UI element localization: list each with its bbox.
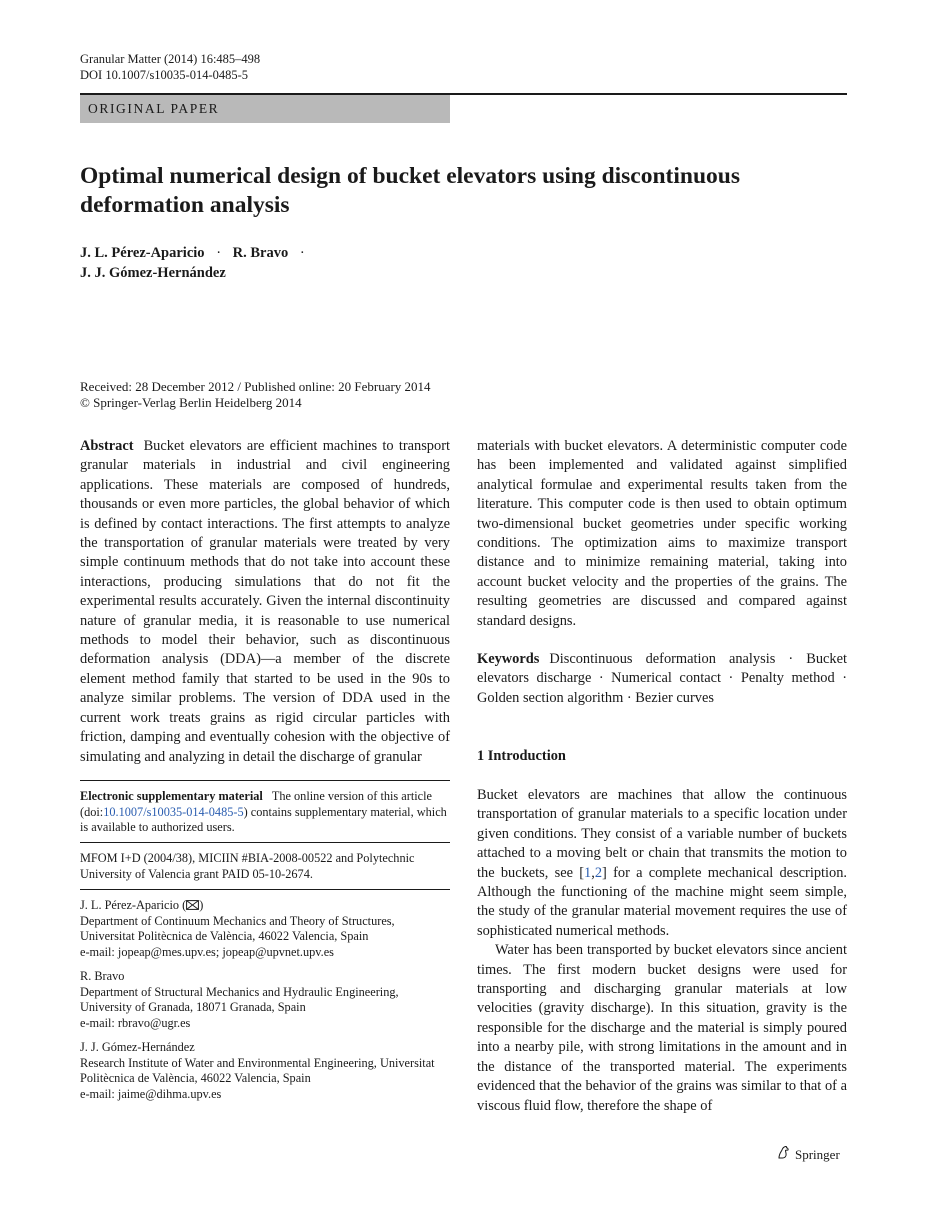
funding-footnote: MFOM I+D (2004/38), MICIIN #BIA-2008-00522 and Polytechnic University of Valencia grant PAID 05-10-2674.: [80, 851, 415, 881]
keywords-text: Discontinuous deformation analysis · Bucket elevators discharge · Numerical contact · Penalty method · Golden section algorithm · Bezier curves: [477, 651, 847, 706]
author-list: [80, 244, 313, 283]
author-name[interactable]: R. Bravo: [232, 245, 289, 261]
keywords-heading: Keywords: [477, 651, 540, 667]
abstract-column-1: [80, 437, 450, 767]
publisher-name: Springer: [795, 1147, 840, 1162]
publication-dates: [80, 379, 431, 410]
introduction-text: [477, 786, 847, 1116]
affiliation-dept: Research Institute of Water and Environmental Engineering, Universitat Politècnica de València, 46022 Valencia, Spain: [80, 1055, 435, 1085]
footnote-rule: [80, 889, 450, 890]
affiliation-name: J. J. Gómez-Hernández: [80, 1040, 195, 1054]
journal-header: [80, 51, 260, 83]
abstract-column-2: materials with bucket elevators. A deterministic computer code has been implemented and validated against simplified analytical formulae and experimental results taken from the literature. This computer code is then used to obtain optimum two-dimensional bucket geometries under specific working conditions. The optimization aims to maximize transport distance and to minimize remaining material, taking into account bucket velocity and the properties of the grains. The resulting geometries are discussed and compared against standard designs.: [477, 438, 847, 629]
affiliation-email[interactable]: e-mail: rbravo@ugr.es: [80, 1015, 191, 1030]
journal-citation: Granular Matter (2014) 16:485–498: [80, 52, 261, 66]
intro-paragraph-1: Bucket elevators are machines that allow the continuous transportation of granular materials to a specific location under given conditions. They consist of a variable number of buckets attached to a moving belt or chain that transmits the motion to the buckets, see [1,2] for a complete mechanical description. Although the functioning of the machine might seem simple, the study of the granular material movement requires the use of sophisticated numerical methods.: [477, 787, 847, 939]
paper-title: Optimal numerical design of bucket elevators using discontinuous deformation analysis: [80, 163, 741, 218]
affiliation-block: [80, 969, 450, 1031]
abstract-text: Bucket elevators are efficient machines to transport granular materials in industrial and civil engineering applications. These materials are composed of hundreds, thousands or even more particles, the global behavior of which is defined by contact interactions. The first attempts to analyze the transportation of granular materials were treated by very simple continuum methods that do not take into account these interactions, producing simulations that do not fit the experimental results accurately. Given the internal discontinuity nature of granular media, it is reasonable to use numerical methods to model their behavior, such as discontinuous deformation analysis (DDA)—a member of the discrete element method family that started to be used in the 90s to analyze similar problems. The version of DDA used in the current work treats grains as rigid circular particles with friction, damping and eventually cohesion with the objective of simulating and analyzing in detail the discharge of granular: [80, 438, 450, 765]
esm-heading: Electronic supplementary material: [80, 789, 263, 803]
envelope-icon[interactable]: [186, 898, 199, 912]
author-separator: ·: [299, 245, 305, 261]
publisher-logo: [776, 1145, 840, 1165]
author-name[interactable]: J. J. Gómez-Hernández: [80, 264, 226, 281]
affiliation-dept: Department of Structural Mechanics and Hydraulic Engineering, University of Granada, 18071 Granada, Spain: [80, 984, 399, 1014]
affiliation-email[interactable]: e-mail: jaime@dihma.upv.es: [80, 1086, 222, 1101]
esm-doi-link[interactable]: 10.1007/s10035-014-0485-5: [103, 804, 244, 819]
affiliation-email[interactable]: e-mail: jopeap@mes.upv.es; jopeap@upvnet.upv.es: [80, 944, 334, 959]
copyright-line: © Springer-Verlag Berlin Heidelberg 2014: [80, 394, 302, 410]
citation-link[interactable]: 2: [594, 864, 603, 881]
affiliations: [80, 898, 450, 1111]
abstract-heading: Abstract: [80, 438, 134, 454]
article-type-tag: ORIGINAL PAPER: [80, 95, 450, 123]
citation-link[interactable]: 1: [584, 864, 592, 881]
author-name[interactable]: J. L. Pérez-Aparicio: [80, 245, 205, 261]
affiliation-dept: Department of Continuum Mechanics and Theory of Structures, Universitat Politècnica de València, 46022 Valencia, Spain: [80, 913, 395, 943]
keywords-block: [477, 650, 847, 708]
footnote-rule: [80, 780, 450, 781]
section-heading-introduction: 1 Introduction: [477, 748, 566, 764]
doi-line: DOI 10.1007/s10035-014-0485-5: [80, 68, 249, 82]
esm-footnote: Electronic supplementary material The online version of this article (doi:10.1007/s10035-014-0485-5) contains supplementary material, which is available to authorized users.: [80, 789, 447, 834]
intro-paragraph-2: Water has been transported by bucket elevators since ancient times. The first modern bucket designs were used for transporting and discharging granular materials at low velocities (gravity discharge). In this situation, gravity is the responsible for the discharge and the material is simply poured into a nearby pile, with strong limitations in the amount and in the distance of the transported material. The experiments evidenced that the behavior of the grains was similar to that of a viscous fluid flow, therefore the shape of: [477, 942, 847, 1114]
footnote-rule: [80, 842, 450, 843]
affiliation-name: R. Bravo: [80, 969, 125, 983]
springer-horse-icon: [776, 1145, 791, 1165]
affiliation-block: [80, 898, 450, 960]
affiliation-name: J. L. Pérez-Aparicio ( ): [80, 898, 204, 912]
affiliation-block: [80, 1040, 450, 1102]
author-separator: ·: [216, 245, 222, 261]
received-date: Received: 28 December 2012 / Published online: 20 February 2014: [80, 379, 431, 394]
